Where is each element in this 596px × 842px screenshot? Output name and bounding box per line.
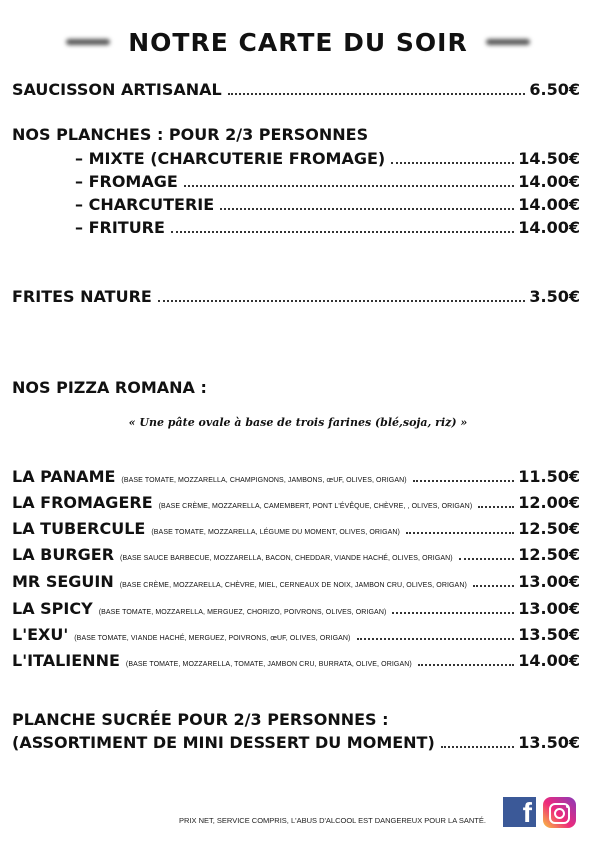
dot-leader (220, 208, 514, 210)
item-description: (BASE CRÈME, MOZZARELLA, CHÈVRE, MIEL, CERNEAUX DE NOIX, JAMBON CRU, OLIVES, ORIGAN) (119, 582, 467, 589)
planche-item (75, 195, 580, 214)
item-name: LA SPICY (12, 599, 93, 618)
page-title: NOTRE CARTE DU SOIR (128, 27, 468, 57)
dot-leader (413, 480, 515, 482)
dot-leader (418, 664, 514, 666)
item-price: 14.00€ (518, 218, 580, 237)
left-dash-decoration (66, 39, 110, 45)
item-description: (BASE TOMATE, MOZZARELLA, CHAMPIGNONS, JAMBONS, œUF, OLIVES, ORIGAN) (121, 477, 407, 484)
pizza-item (12, 545, 580, 564)
planche-item (75, 149, 580, 168)
dot-leader (171, 231, 514, 233)
item-price: 3.50€ (529, 287, 580, 306)
item-price: 14.00€ (518, 195, 580, 214)
item-name: – FRITURE (75, 218, 165, 237)
item-price: 13.00€ (518, 599, 580, 618)
item-name: – CHARCUTERIE (75, 195, 215, 214)
dot-leader (478, 506, 514, 508)
item-price: 14.50€ (518, 149, 580, 168)
item-price: 13.50€ (518, 733, 580, 752)
item-name: LA BURGER (12, 545, 115, 564)
dot-leader (184, 185, 514, 187)
menu-item-frites (12, 287, 580, 306)
dot-leader (392, 612, 514, 614)
item-price: 12.50€ (518, 545, 580, 564)
menu-item-planche-sucree (12, 733, 580, 752)
dot-leader (473, 585, 514, 587)
pizza-item (12, 625, 580, 644)
item-name: L'ITALIENNE (12, 651, 120, 670)
item-description: (BASE CRÈME, MOZZARELLA, CAMEMBERT, PONT L'ÉVÊQUE, CHÈVRE, , OLIVES, ORIGAN) (158, 503, 473, 510)
item-price: 13.50€ (518, 625, 580, 644)
item-description: (BASE TOMATE, VIANDE HACHÉ, MERGUEZ, POIVRONS, œUF, OLIVES, ORIGAN) (74, 635, 351, 642)
dot-leader (459, 558, 515, 560)
item-name: – MIXTE (CHARCUTERIE FROMAGE) (75, 149, 386, 168)
dot-leader (228, 93, 526, 95)
dot-leader (406, 532, 514, 534)
planche-sucree-heading: PLANCHE SUCRÉE POUR 2/3 PERSONNES : (12, 710, 389, 729)
item-price: 13.00€ (518, 572, 580, 591)
pizza-item (12, 467, 580, 486)
item-name: (ASSORTIMENT DE MINI DESSERT DU MOMENT) (12, 733, 435, 752)
instagram-camera-dot (566, 805, 569, 808)
item-description: (BASE TOMATE, MOZZARELLA, LÉGUME DU MOMENT, OLIVES, ORIGAN) (151, 529, 400, 536)
legal-footer-note: PRIX NET, SERVICE COMPRIS, L'ABUS D'ALCOOL EST DANGEREUX POUR LA SANTÉ. (179, 816, 486, 825)
item-description: (BASE TOMATE, MOZZARELLA, MERGUEZ, CHORIZO, POIVRONS, OLIVES, ORIGAN) (98, 609, 387, 616)
pizza-tagline: « Une pâte ovale à base de trois farines (blé,soja, riz) » (128, 416, 468, 429)
item-price: 12.50€ (518, 519, 580, 538)
right-dash-decoration (486, 39, 530, 45)
item-name: – FROMAGE (75, 172, 178, 191)
item-name: MR SEGUIN (12, 572, 114, 591)
item-name: SAUCISSON ARTISANAL (12, 80, 222, 99)
item-name: LA FROMAGERE (12, 493, 153, 512)
pizza-item (12, 519, 580, 538)
facebook-icon[interactable] (503, 797, 536, 827)
item-price: 14.00€ (518, 651, 580, 670)
title-row (0, 22, 596, 62)
item-name: L'EXU' (12, 625, 69, 644)
pizza-item (12, 651, 580, 670)
dot-leader (441, 746, 514, 748)
item-name: FRITES NATURE (12, 287, 152, 306)
item-name: LA PANAME (12, 467, 116, 486)
planche-item (75, 172, 580, 191)
pizza-item (12, 493, 580, 512)
section-heading-pizza: NOS PIZZA ROMANA : (12, 378, 207, 397)
planche-item (75, 218, 580, 237)
item-price: 14.00€ (518, 172, 580, 191)
item-price: 6.50€ (529, 80, 580, 99)
item-description: (BASE SAUCE BARBECUE, MOZZARELLA, BACON, CHEDDAR, VIANDE HACHÉ, OLIVES, ORIGAN) (120, 555, 453, 562)
item-description: (BASE TOMATE, MOZZARELLA, TOMATE, JAMBON CRU, BURRATA, OLIVE, ORIGAN) (125, 661, 412, 668)
item-name: LA TUBERCULE (12, 519, 146, 538)
dot-leader (158, 300, 526, 302)
item-price: 12.00€ (518, 493, 580, 512)
section-heading-planches: NOS PLANCHES : POUR 2/3 PERSONNES (12, 125, 369, 144)
instagram-icon[interactable] (543, 797, 576, 828)
dot-leader (357, 638, 515, 640)
item-price: 11.50€ (518, 467, 580, 486)
pizza-item (12, 572, 580, 591)
dot-leader (391, 162, 514, 164)
pizza-item (12, 599, 580, 618)
facebook-letter: f (522, 797, 532, 827)
menu-item-saucisson (12, 80, 580, 99)
